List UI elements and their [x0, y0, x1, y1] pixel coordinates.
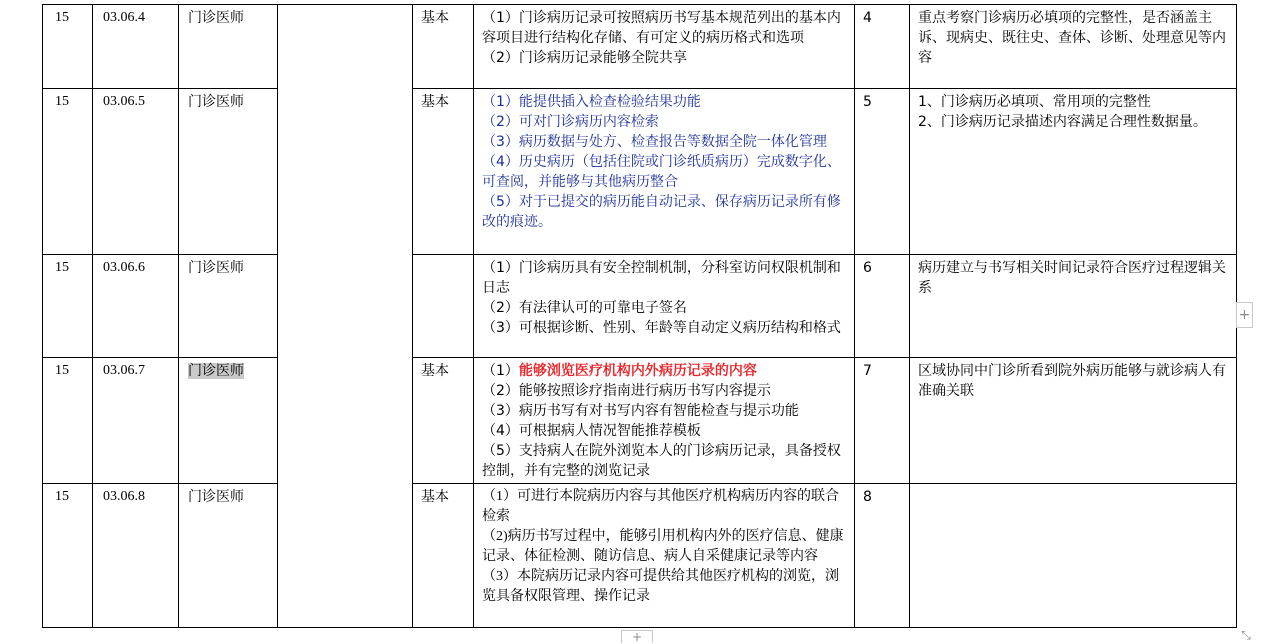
table-row [43, 358, 1237, 484]
requirement-line: （3）本院病历记录内容可提供给其他医疗机构的浏览，浏览具备权限管理、操作记录 [482, 569, 839, 604]
row-number-cell[interactable]: 15 [43, 255, 93, 358]
role-cell[interactable]: 门诊医师 [179, 5, 278, 89]
requirements-cell[interactable] [474, 89, 855, 255]
level-cell[interactable]: 基本 [413, 5, 474, 89]
requirement-line: （2）能够按照诊疗指南进行病历书写内容提示 [482, 383, 771, 399]
item-code-cell[interactable]: 03.06.7 [93, 358, 179, 484]
requirement-line: （5）对于已提交的病历能自动记录、保存病历记录所有修改的痕迹。 [482, 194, 841, 230]
note-line: 区域协同中门诊所看到院外病历能够与就诊病人有准确关联 [918, 363, 1226, 399]
score-cell[interactable]: 6 [855, 255, 910, 358]
note-line: 2、门诊病历记录描述内容满足合理性数据量。 [918, 114, 1207, 130]
item-code-cell[interactable]: 03.06.5 [93, 89, 179, 255]
requirement-line: （2）门诊病历记录能够全院共享 [482, 50, 687, 66]
table-row [43, 5, 1237, 89]
requirements-cell[interactable] [474, 5, 855, 89]
score-cell[interactable]: 4 [855, 5, 910, 89]
level-cell[interactable]: 基本 [413, 89, 474, 255]
highlighted-requirement: 能够浏览医疗机构内外病历记录的内容 [518, 363, 757, 379]
note-line: 1、门诊病历必填项、常用项的完整性 [918, 94, 1151, 110]
score-cell[interactable]: 5 [855, 89, 910, 255]
requirement-line: （3）可根据诊断、性别、年龄等自动定义病历结构和格式 [482, 320, 841, 336]
row-number-cell[interactable]: 15 [43, 5, 93, 89]
note-cell[interactable] [910, 358, 1237, 484]
note-cell[interactable] [910, 484, 1237, 628]
role-cell[interactable]: 门诊医师 [179, 89, 278, 255]
level-cell[interactable]: 基本 [413, 484, 474, 628]
requirements-cell[interactable] [474, 484, 855, 628]
evaluation-table [42, 4, 1237, 628]
note-line: 重点考察门诊病历必填项的完整性，是否涵盖主诉、现病史、既往史、查体、诊断、处理意见等内容 [918, 10, 1226, 66]
requirements-cell[interactable] [474, 358, 855, 484]
requirements-cell[interactable] [474, 255, 855, 358]
item-code-cell[interactable]: 03.06.8 [93, 484, 179, 628]
requirement-line: （1）可进行本院病历内容与其他医疗机构病历内容的联合检索 [482, 489, 839, 524]
requirement-line: （2）有法律认可的可靠电子签名 [482, 300, 687, 316]
requirement-line: （4）历史病历（包括住院或门诊纸质病历）完成数字化、可查阅，并能够与其他病历整合 [482, 154, 841, 190]
requirement-line: （3）病历数据与处方、检查报告等数据全院一体化管理 [482, 134, 827, 150]
requirement-line: （3）病历书写有对书写内容有智能检查与提示功能 [482, 403, 799, 419]
add-column-button[interactable]: + [1236, 302, 1253, 328]
score-cell[interactable]: 8 [855, 484, 910, 628]
selected-role-text: 门诊医师 [188, 363, 244, 379]
note-line: 病历建立与书写相关时间记录符合医疗过程逻辑关系 [918, 260, 1226, 296]
requirement-line: （4）可根据病人情况智能推荐模板 [482, 423, 701, 439]
requirement-line: （5）支持病人在院外浏览本人的门诊病历记录，具备授权控制，并有完整的浏览记录 [482, 443, 841, 479]
role-cell[interactable]: 门诊医师 [179, 255, 278, 358]
item-code-cell[interactable]: 03.06.4 [93, 5, 179, 89]
role-cell[interactable] [179, 358, 278, 484]
note-cell[interactable] [910, 5, 1237, 89]
table-row [43, 89, 1237, 255]
note-cell[interactable] [910, 89, 1237, 255]
requirement-line: （1）门诊病历具有安全控制机制，分科室访问权限机制和日志 [482, 260, 841, 296]
level-cell[interactable] [413, 255, 474, 358]
note-cell[interactable] [910, 255, 1237, 358]
role-cell[interactable]: 门诊医师 [179, 484, 278, 628]
merged-empty-cell[interactable] [278, 5, 413, 628]
row-number-cell[interactable]: 15 [43, 89, 93, 255]
requirement-line: （1）能提供插入检查检验结果功能 [482, 94, 701, 110]
table-row [43, 484, 1237, 628]
row-number-cell[interactable]: 15 [43, 358, 93, 484]
row-number-cell[interactable]: 15 [43, 484, 93, 628]
table-row [43, 255, 1237, 358]
score-cell[interactable]: 7 [855, 358, 910, 484]
level-cell[interactable]: 基本 [413, 358, 474, 484]
requirement-line [482, 361, 848, 381]
requirement-line: （1）门诊病历记录可按照病历书写基本规范列出的基本内容项目进行结构化存储、有可定义的病历格式和选项 [482, 10, 841, 46]
requirement-prefix: （1） [482, 363, 519, 379]
requirement-line: （2）可对门诊病历内容检索 [482, 114, 659, 130]
item-code-cell[interactable]: 03.06.6 [93, 255, 179, 358]
requirement-line: （2)病历书写过程中，能够引用机构内外的医疗信息、健康记录、体征检测、随访信息、病人自采健康记录等内容 [482, 529, 844, 564]
add-row-button[interactable]: + [621, 630, 653, 643]
table-resize-handle-icon[interactable]: ⤡ [1241, 628, 1251, 642]
